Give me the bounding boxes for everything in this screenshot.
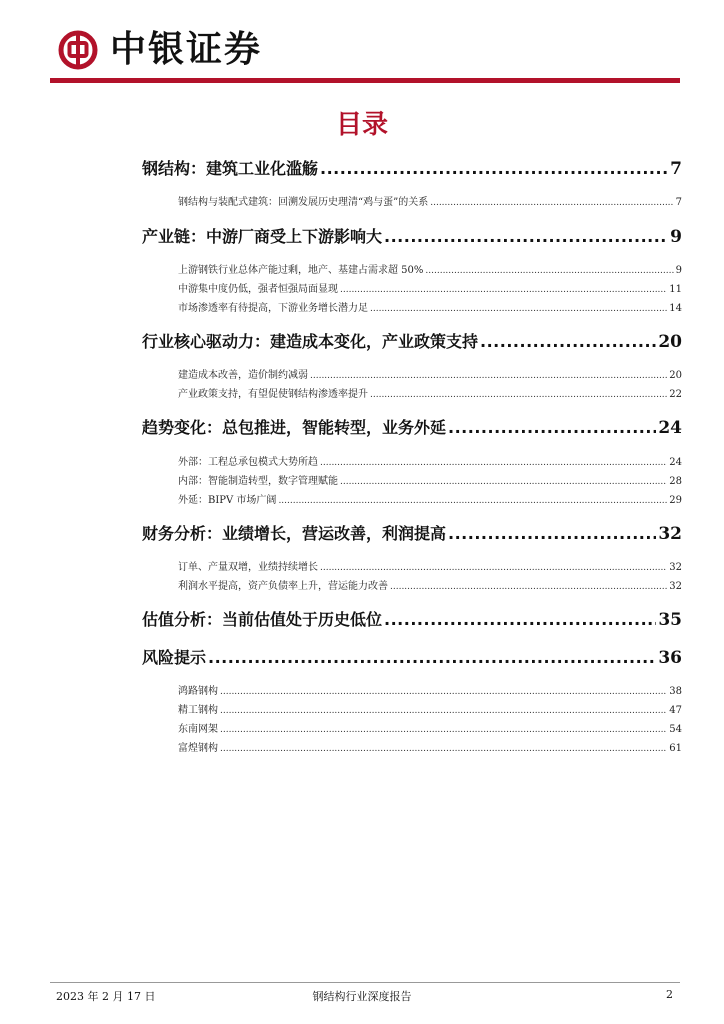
toc-subsection[interactable]: [178, 453, 682, 468]
toc-section-page: 36: [658, 648, 682, 668]
toc-subsection[interactable]: [178, 299, 682, 314]
toc-section-label: 财务分析：业绩增长，营运改善，利润提高: [142, 524, 447, 543]
header-divider: [50, 78, 680, 83]
toc-subsection-page: 7: [675, 197, 682, 208]
toc-subsection-label: 鸿路钢构: [178, 686, 218, 697]
toc-section-page: 32: [658, 524, 682, 544]
toc-subsection[interactable]: [178, 739, 682, 754]
bank-of-china-logo-icon: [58, 30, 98, 70]
leader-dots: [370, 304, 667, 314]
toc-subsection[interactable]: [178, 720, 682, 735]
toc-section-page: 20: [658, 332, 682, 352]
toc-section[interactable]: [142, 156, 682, 179]
toc-section-label: 风险提示: [142, 648, 207, 667]
toc-section[interactable]: [142, 521, 682, 544]
leader-dots: [340, 285, 667, 295]
toc-subsection-page: 14: [669, 303, 682, 314]
leader-dots: [390, 582, 667, 592]
toc-subsection-page: 29: [669, 495, 682, 506]
toc-subsection-label: 订单、产量双增，业绩持续增长: [178, 562, 318, 573]
toc-subsection-page: 11: [669, 284, 682, 295]
footer-report-title: 钢结构行业深度报告: [312, 990, 412, 1003]
toc-subsection-label: 内部：智能制造转型，数字管理赋能: [178, 476, 338, 487]
toc-subsection-label: 市场渗透率有待提高，下游业务增长潜力足: [178, 303, 368, 314]
toc-subsection-label: 产业政策支持，有望促使钢结构渗透率提升: [178, 389, 368, 400]
toc-subsection-page: 32: [669, 562, 682, 573]
leader-dots: [220, 744, 667, 754]
footer-date: 2023 年 2 月 17 日: [56, 990, 156, 1003]
toc-subsection[interactable]: [178, 472, 682, 487]
toc-section-label: 钢结构：建筑工业化滥觞: [142, 159, 319, 178]
toc-section-label: 估值分析：当前估值处于历史低位: [142, 610, 383, 629]
leader-dots: [208, 648, 656, 667]
toc-subsection-page: 61: [669, 743, 682, 754]
leader-dots: [320, 563, 667, 573]
toc-subsection-label: 外延：BIPV 市场广阔: [178, 495, 277, 506]
toc-subsection[interactable]: [178, 385, 682, 400]
toc-section-page: 35: [658, 610, 682, 630]
leader-dots: [220, 706, 667, 716]
toc-title: 目录: [335, 110, 388, 140]
toc-subsection-page: 28: [669, 476, 682, 487]
toc-section[interactable]: [142, 607, 682, 630]
leader-dots: [384, 227, 668, 246]
leader-dots: [370, 390, 667, 400]
toc-subsection[interactable]: [178, 558, 682, 573]
footer-page-number: 2: [666, 988, 673, 1001]
leader-dots: [448, 418, 656, 437]
toc-subsection-page: 20: [669, 370, 682, 381]
toc-section-label: 产业链：中游厂商受上下游影响大: [142, 227, 383, 246]
toc-subsection-page: 38: [669, 686, 682, 697]
toc-subsection-page: 32: [669, 581, 682, 592]
toc-section-page: 9: [670, 227, 682, 247]
toc-subsection-page: 24: [669, 457, 682, 468]
toc-subsection-page: 47: [669, 705, 682, 716]
toc-section-page: 7: [670, 159, 682, 179]
leader-dots: [430, 198, 673, 208]
toc-subsection[interactable]: [178, 193, 682, 208]
toc-subsection-page: 9: [675, 265, 682, 276]
toc-section[interactable]: [142, 645, 682, 668]
toc-subsection-label: 精工钢构: [178, 705, 218, 716]
footer-divider: [50, 982, 680, 983]
leader-dots: [448, 524, 656, 543]
leader-dots: [278, 496, 667, 506]
toc-subsection-label: 中游集中度仍低，强者恒强局面显现: [178, 284, 338, 295]
toc-section-page: 24: [658, 418, 682, 438]
page-header: [0, 0, 724, 84]
toc-subsection[interactable]: [178, 280, 682, 295]
toc-subsection-label: 外部：工程总承包模式大势所趋: [178, 457, 318, 468]
leader-dots: [320, 458, 667, 468]
toc-subsection[interactable]: [178, 701, 682, 716]
toc-section[interactable]: [142, 415, 682, 438]
leader-dots: [480, 332, 656, 351]
toc-subsection-page: 22: [669, 389, 682, 400]
leader-dots: [384, 610, 656, 629]
leader-dots: [425, 266, 673, 276]
toc-subsection-label: 东南网架: [178, 724, 218, 735]
leader-dots: [340, 477, 667, 487]
toc-section-label: 趋势变化：总包推进，智能转型，业务外延: [142, 418, 447, 437]
brand-name: 中银证券: [110, 29, 263, 70]
toc-subsection-label: 上游钢铁行业总体产能过剩，地产、基建占需求超 50%: [178, 265, 424, 276]
toc-subsection[interactable]: [178, 577, 682, 592]
toc-subsection-label: 利润水平提高，资产负债率上升，营运能力改善: [178, 581, 388, 592]
toc-section-label: 行业核心驱动力：建造成本变化，产业政策支持: [142, 332, 479, 351]
toc-subsection-page: 54: [669, 724, 682, 735]
toc-subsection[interactable]: [178, 682, 682, 697]
leader-dots: [320, 159, 668, 178]
toc-subsection[interactable]: [178, 491, 682, 506]
toc-subsection[interactable]: [178, 366, 682, 381]
toc-subsection[interactable]: [178, 261, 682, 276]
toc-section[interactable]: [142, 224, 682, 247]
leader-dots: [310, 371, 667, 381]
leader-dots: [220, 725, 667, 735]
leader-dots: [220, 687, 667, 697]
toc-section[interactable]: [142, 329, 682, 352]
toc-subsection-label: 钢结构与装配式建筑：回溯发展历史理清“鸡与蛋”的关系: [178, 197, 429, 208]
toc-subsection-label: 富煌钢构: [178, 743, 218, 754]
toc-subsection-label: 建造成本改善，造价制约减弱: [178, 370, 308, 381]
